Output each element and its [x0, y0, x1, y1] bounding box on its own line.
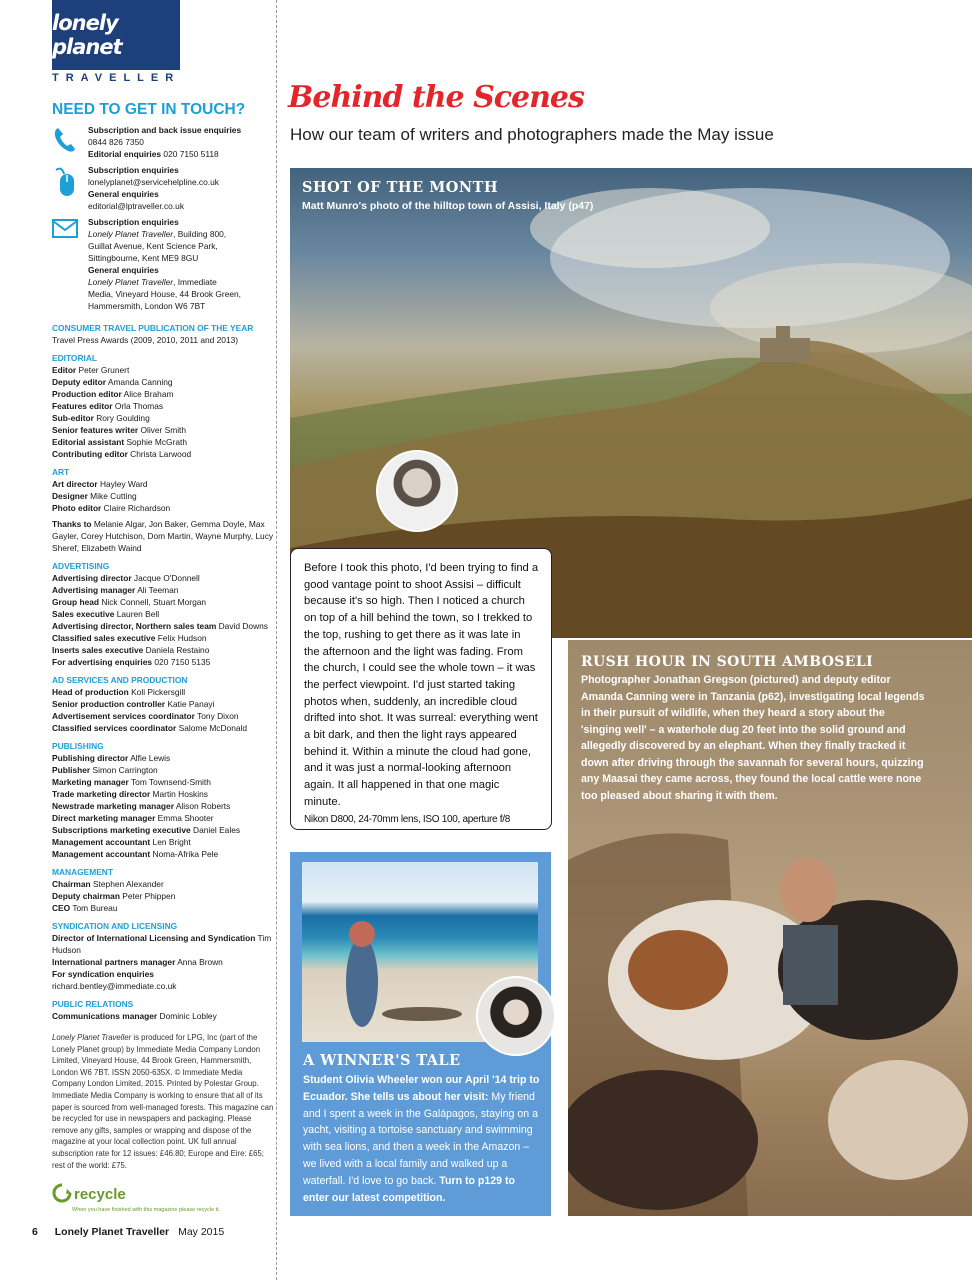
staff-role: Management accountant [52, 849, 151, 859]
thanks-text: Melanie Algar, Jon Baker, Gemma Doyle, Max Gayler, Corey Hutchison, Dom Martin, Wayne Murphy, Lucy Sheref, Elizabeth Waind [52, 519, 274, 553]
staff-role: Sales executive [52, 609, 115, 619]
contact-value[interactable]: 020 7150 5118 [161, 149, 219, 159]
staff-name: Rory Goulding [96, 413, 150, 423]
contact-line [88, 264, 241, 276]
staff-name: Sophie McGrath [126, 437, 187, 447]
contact-line [88, 148, 241, 160]
page-divider [276, 0, 277, 1280]
staff-role: Group head [52, 597, 99, 607]
winner-lead: Student Olivia Wheeler won our April '14 trip to Ecuador. She tells us about her visit: [303, 1074, 540, 1103]
winner-avatar [476, 976, 556, 1056]
staff-row [52, 412, 274, 424]
staff-role: Advertising director [52, 573, 132, 583]
staff-row [52, 764, 274, 776]
staff-row [52, 824, 274, 836]
staff-name: Martin Hoskins [152, 789, 208, 799]
staff-name: Anna Brown [177, 957, 223, 967]
staff-role: Subscriptions marketing executive [52, 825, 191, 835]
staff-name: Jacque O'Donnell [133, 573, 200, 583]
contact-block [52, 216, 274, 312]
section-heading: PUBLIC RELATIONS [52, 999, 134, 1009]
section-heading: ADVERTISING [52, 561, 110, 571]
shot-subheading: Matt Munro's photo of the hilltop town of Assisi, Italy (p47) [302, 200, 594, 212]
section-heading: PUBLISHING [52, 741, 104, 751]
staff-role: International partners manager [52, 957, 176, 967]
quote-bubble [290, 548, 552, 830]
staff-name: Stephen Alexander [92, 879, 164, 889]
contact-line [88, 176, 219, 188]
staff-name: Dominic Lobley [159, 1011, 217, 1021]
award-text: Travel Press Awards (2009, 2010, 2011 and 2013) [52, 335, 239, 345]
staff-name: Salome McDonald [178, 723, 248, 733]
contact-line [88, 188, 219, 200]
staff-row [52, 836, 274, 848]
sidebar [52, 100, 274, 1214]
contact-line [88, 288, 241, 300]
staff-row [52, 902, 274, 914]
staff-row [52, 502, 274, 514]
staff-role: Newstrade marketing manager [52, 801, 174, 811]
staff-name: Claire Richardson [103, 503, 171, 513]
staff-role: Editor [52, 365, 77, 375]
quote-text: Before I took this photo, I'd been trying to find a good vantage point to shoot Assisi – difficult because it's so high. Then I noticed a church on top of a hill behind the town, so I trekked to the top, rushing to get there as it was late in the afternoon and the light was fading. From the church, I could see the whole town – it was the perfect viewpoint. I'd just started taking photos when, suddenly, an incredible cloud drifted into shot. It was surreal: everything went a bit dark, and then the light rays appeared behind it. Within a minute the cloud had gone, and it was just a normal-looking afternoon again. It all happened in that one magic minute. [304, 562, 539, 808]
staff-role: Art director [52, 479, 98, 489]
contact-value: Sittingbourne, Kent ME9 8GU [88, 253, 199, 263]
shot-heading: SHOT OF THE MONTH [302, 179, 499, 196]
staff-name: Tom Bureau [72, 903, 118, 913]
contact-line [88, 228, 241, 240]
section-heading: EDITORIAL [52, 353, 97, 363]
staff-name: Peter Grunert [78, 365, 130, 375]
staff-role: Marketing manager [52, 777, 129, 787]
staff-name: Len Bright [152, 837, 191, 847]
staff-name: Felix Hudson [157, 633, 207, 643]
mouse-icon [52, 164, 88, 212]
footer-issue: May 2015 [178, 1226, 225, 1238]
brand-logo [52, 0, 180, 70]
section-heading: AD SERVICES AND PRODUCTION [52, 675, 188, 685]
staff-row [52, 980, 274, 992]
camera-settings: Nikon D800, 24-70mm lens, ISO 100, aperture f/8 [304, 813, 511, 825]
rush-heading: RUSH HOUR IN SOUTH AMBOSELI [581, 654, 874, 670]
staff-row [52, 776, 274, 788]
staff-row [52, 788, 274, 800]
contact-line [88, 200, 219, 212]
section-heading: ART [52, 467, 70, 477]
staff-row [52, 400, 274, 412]
contact-value: Guillat Avenue, Kent Science Park, [88, 241, 218, 251]
staff-role: Inserts sales executive [52, 645, 144, 655]
contact-line [88, 252, 241, 264]
staff-name: Orla Thomas [114, 401, 164, 411]
staff-row [52, 632, 274, 644]
contact-line [88, 216, 241, 228]
recycle-logo [52, 1183, 274, 1206]
staff-name: Emma Shooter [157, 813, 214, 823]
staff-row [52, 722, 274, 734]
staff-name: Ali Teeman [137, 585, 179, 595]
staff-row [52, 644, 274, 656]
staff-name: Tom Townsend-Smith [130, 777, 211, 787]
staff-role: Editorial assistant [52, 437, 125, 447]
staff-name: Daniel Eales [193, 825, 241, 835]
staff-name: Lauren Bell [116, 609, 160, 619]
staff-role: Photo editor [52, 503, 102, 513]
contact-label: Subscription and back issue enquiries [88, 125, 242, 135]
staff-row [52, 932, 274, 956]
winner-text: My friend and I spent a week in the Galápagos, staying on a yacht, visiting a tortoise sanctuary and swimming with sea lions, and then a week in the Amazon – we lived with a local family and walked up a waterfall. I'd love to go back. [303, 1090, 538, 1187]
logo-subtitle: TRAVELLER [52, 72, 181, 84]
contact-line [88, 164, 219, 176]
small-print-title: Lonely Planet Traveller [52, 1033, 132, 1042]
staff-row [52, 376, 274, 388]
staff-role: Trade marketing director [52, 789, 151, 799]
staff-row [52, 890, 274, 902]
staff-name: Alfie Lewis [130, 753, 171, 763]
section-heading: SYNDICATION AND LICENSING [52, 921, 178, 931]
staff-row [52, 596, 274, 608]
contact-block [52, 164, 274, 212]
staff-role: Direct marketing manager [52, 813, 156, 823]
staff-row [52, 620, 274, 632]
staff-name: Nick Connell, Stuart Morgan [101, 597, 207, 607]
envelope-icon [52, 216, 88, 312]
contact-list [52, 124, 274, 312]
staff-row [52, 968, 274, 980]
staff-role: Head of production [52, 687, 129, 697]
staff-name: Simon Carrington [92, 765, 158, 775]
page-subtitle: How our team of writers and photographers made the May issue [290, 125, 774, 144]
staff-row [52, 608, 274, 620]
contact-value[interactable]: editorial@lptraveller.co.uk [88, 201, 185, 211]
staff-sections-1 [52, 352, 274, 514]
staff-name: Alice Braham [123, 389, 174, 399]
contact-value: Hammersmith, London W6 7BT [88, 301, 206, 311]
recycle-word: recycle [74, 1185, 126, 1203]
logo-text: lonely planet [52, 11, 122, 59]
page-number: 6 [32, 1226, 38, 1238]
phone-icon [52, 124, 88, 160]
winner-heading: A WINNER'S TALE [303, 1052, 461, 1069]
winner-body [303, 1072, 543, 1206]
staff-row [52, 686, 274, 698]
staff-row [52, 490, 274, 502]
staff-name: Tim Hudson [52, 933, 272, 955]
staff-row [52, 364, 274, 376]
contact-label: General enquiries [88, 265, 159, 275]
staff-role: Chairman [52, 879, 91, 889]
staff-name: Oliver Smith [140, 425, 187, 435]
contact-line [88, 240, 241, 252]
contact-heading: NEED TO GET IN TOUCH? [52, 101, 246, 118]
competition-link[interactable]: Turn to p129 to enter our latest competition. [303, 1174, 516, 1204]
contact-text [88, 216, 241, 312]
staff-row [52, 878, 274, 890]
staff-name: Peter Phippen [122, 891, 176, 901]
staff-role: For advertising enquiries [52, 657, 153, 667]
small-print-body: is produced for LPG, Inc (part of the Lonely Planet group) by Immediate Media Company London Limited, Vineyard House, 44 Brook Green, Hammersmith, London W6 7BT. ISSN 2050-635X. © Immediate Media Company London Limited, 2015. Printed by Polestar Group. Immediate Media Company is working to ensure that all of its paper is sourced from well-managed forests. This magazine can be recycled for use in newspapers and packaging. Please remove any gifts, samples or wrapping and dispose of the magazine at your local collection point. UK full annual subscription rate for 12 issues: £46.80; Europe and Eire: £65; rest of the world: £75. [52, 1033, 274, 1170]
page-footer [32, 1226, 224, 1238]
contact-value[interactable]: lonelyplanet@servicehelpline.co.uk [88, 177, 219, 187]
staff-role: Director of International Licensing and Syndication [52, 933, 256, 943]
staff-row [52, 584, 274, 596]
thanks-block [52, 518, 274, 554]
staff-name: Tony Dixon [197, 711, 239, 721]
contact-label: Subscription enquiries [88, 217, 179, 227]
thanks-label: Thanks to [52, 519, 92, 529]
staff-name: 020 7150 5135 [154, 657, 211, 667]
staff-row [52, 752, 274, 764]
recycle-icon [52, 1183, 72, 1206]
staff-row [52, 572, 274, 584]
staff-name: Daniela Restaino [145, 645, 210, 655]
staff-role: Senior production controller [52, 699, 166, 709]
staff-row [52, 478, 274, 490]
staff-row [52, 448, 274, 460]
staff-name: Amanda Canning [107, 377, 173, 387]
staff-role: For syndication enquiries [52, 969, 154, 979]
recycle-note: When you have finished with this magazine please recycle it. [72, 1207, 220, 1214]
staff-row [52, 1010, 274, 1022]
staff-role: Management accountant [52, 837, 151, 847]
staff-row [52, 848, 274, 860]
staff-role: Communications manager [52, 1011, 158, 1021]
staff-row [52, 656, 274, 668]
footer-magazine: Lonely Planet Traveller [54, 1226, 170, 1238]
staff-name: Noma-Afrika Pele [152, 849, 219, 859]
staff-name[interactable]: richard.bentley@immediate.co.uk [52, 981, 177, 991]
staff-role: Senior features writer [52, 425, 139, 435]
staff-name: Katie Panayi [167, 699, 215, 709]
contact-text [88, 164, 219, 212]
contact-value: Media, Vineyard House, 44 Brook Green, [88, 289, 242, 299]
rush-body: Photographer Jonathan Gregson (pictured) and deputy editor Amanda Canning were in Tanzania (p62), investigating local legends in their pursuit of wildlife, when they heard a story about the 'singing well' – a waterhole dug 20 feet into the solid ground and allegedly discovered by an elephant. When they finally tracked it down after driving through the savannah for several hours, quizzing any Maasai they came across, they found the local cattle were none too pleased about sharing it with them. [581, 674, 925, 802]
contact-label: Editorial enquiries [88, 149, 162, 159]
contact-value: Lonely Planet Traveller, Immediate [88, 277, 217, 287]
staff-role: Classified sales executive [52, 633, 156, 643]
section-heading: MANAGEMENT [52, 867, 113, 877]
contact-line [88, 300, 241, 312]
staff-sections-2 [52, 560, 274, 1022]
staff-role: Designer [52, 491, 88, 501]
staff-row [52, 710, 274, 722]
staff-role: Sub-editor [52, 413, 94, 423]
contact-line [88, 124, 241, 136]
award-heading: CONSUMER TRAVEL PUBLICATION OF THE YEAR [52, 323, 254, 333]
staff-name: Christa Larwood [130, 449, 192, 459]
staff-name: Koli Pickersgill [131, 687, 186, 697]
contact-label: Subscription enquiries [88, 165, 179, 175]
staff-role: Publisher [52, 765, 91, 775]
publisher-small-print [52, 1032, 274, 1171]
photographer-avatar [376, 450, 458, 532]
staff-name: David Downs [218, 621, 268, 631]
staff-role: Advertisement services coordinator [52, 711, 195, 721]
staff-role: Advertising manager [52, 585, 136, 595]
contact-text [88, 124, 241, 160]
staff-name: Hayley Ward [99, 479, 148, 489]
staff-row [52, 812, 274, 824]
staff-role: Deputy chairman [52, 891, 120, 901]
staff-row [52, 956, 274, 968]
page-title: Behind the Scenes [288, 80, 584, 115]
staff-name: Mike Cutting [90, 491, 137, 501]
staff-row [52, 388, 274, 400]
staff-role: Publishing director [52, 753, 129, 763]
contact-line [88, 276, 241, 288]
staff-role: Contributing editor [52, 449, 128, 459]
contact-label: General enquiries [88, 189, 159, 199]
contact-block [52, 124, 274, 160]
staff-name: Alison Roberts [175, 801, 231, 811]
staff-role: Classified services coordinator [52, 723, 177, 733]
staff-role: Advertising director, Northern sales team [52, 621, 217, 631]
staff-role: Deputy editor [52, 377, 106, 387]
contact-value[interactable]: Lonely Planet Traveller, Building 800, [88, 229, 227, 239]
staff-row [52, 698, 274, 710]
staff-row [52, 800, 274, 812]
staff-role: Features editor [52, 401, 113, 411]
staff-row [52, 436, 274, 448]
contact-value[interactable]: 0844 826 7350 [88, 137, 144, 147]
staff-row [52, 424, 274, 436]
staff-role: Production editor [52, 389, 122, 399]
contact-line [88, 136, 241, 148]
staff-role: CEO [52, 903, 71, 913]
